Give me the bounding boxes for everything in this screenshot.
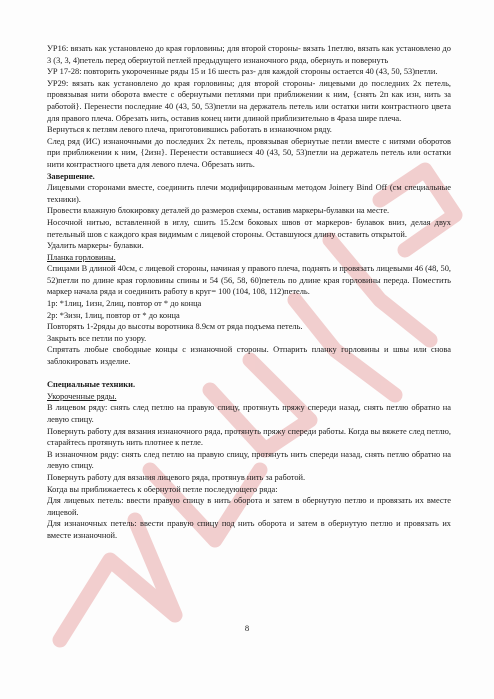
- heading-neckband: Планка горловины.: [47, 252, 116, 262]
- heading-special-techniques: Специальные техники.: [47, 380, 136, 390]
- heading-finishing: Завершение.: [47, 171, 95, 181]
- paragraph-pick-up: Спицами В длиной 40см, с лицевой стороны, начиная у правого плеча, поднять и провязать лицевыми 46 (48, 50, 52)петли по длине края горловины спины и 54 (56, 58, 60)петель по длине края горловины переда. Поместить маркер начала ряда и соединить работу в круг= 100 (104, 108, 112)петель.: [47, 264, 451, 297]
- paragraph-ur16: УР16: вязать как установлено до края горловины; для второй стороны- вязать 1петлю, вязать как установлено до 3 (3, 3, 4)петель перед обернутой петлей предыдущего изнаночного ряда, обернуть и повернуть: [47, 44, 451, 65]
- paragraph-bind-off: Закрыть все петли по узору.: [47, 333, 147, 343]
- spacer: [47, 368, 451, 380]
- paragraph-repeat: Повторять 1-2ряды до высоты воротника 8.9см от ряда подъема петель.: [47, 322, 303, 332]
- paragraph-side-seams: Носочной нитью, вставленной в иглу, сшить 15.2см боковых швов от маркеров- булавок вниз, делая двух петельный шов с каждого края видимым с лицевой стороны. Оставшуюся длину оставить открытой.: [47, 217, 451, 239]
- paragraph-next-row: След ряд (ИС) изнаночными до последних 2х петель, провязывая обернутые петли вместе с нитями оборотов при приближении к ним, {2изн}. Перенести оставшиеся 40 (43, 50, 53)петли на держатель петель или остатки нити контрастного цвета для левого плеча. Обрезать нить.: [47, 136, 451, 169]
- paragraph-row2: 2р: *3изн, 1лиц, повтор от * до конца: [47, 310, 180, 320]
- paragraph-approach-wrap: Когда вы приближаетесь к обернутой петле последующего ряда:: [47, 484, 278, 494]
- paragraph-turn-rs: Повернуть работу для вязания лицевого ряда, протянув нить за работой.: [47, 472, 306, 482]
- paragraph-blocking: Провести влажную блокировку деталей до размеров схемы, оставив маркеры-булавки на месте.: [47, 206, 390, 216]
- document-body: [47, 43, 451, 542]
- paragraph-knit-wraps: Для лицевых петель: ввести правую спицу в нить оборота и затем в обернутую петлю и провязать их вместе лицевой.: [47, 496, 451, 517]
- paragraph-weave-ends: Спрятать любые свободные концы с изнаночной стороны. Отпарить планку горловины и швы или снова заблокировать изделие.: [47, 345, 451, 367]
- paragraph-ur29: УР29: вязать как установлено до края горловины; для второй стороны- лицевыми до последних 2х петель, провязывая нити оборота вместе с обернутыми петлями при приближении к ним, {снять 2п как изн, нить за работой}. Перенести последние 40 (43, 50, 53)петли на держатель петель или остатки нити контрастного цвета для правого плеча. Обрезать нить, оставив конец нити длиной приблизительно в 4раза шире плеча.: [47, 78, 451, 123]
- paragraph-rs-wrap: В лицевом ряду: снять след петлю на правую спицу, протянуть пряжу спереди назад, снять петлю обратно на левую спицу.: [47, 403, 451, 424]
- paragraph-remove-markers: Удалить маркеры- булавки.: [47, 241, 144, 251]
- paragraph-ur17-28: УР 17-28: повторить укороченные ряды 15 и 16 шесть раз- для каждой стороны остается 40 (43, 50, 53)петли.: [47, 67, 438, 77]
- page-number: 8: [244, 623, 250, 633]
- paragraph-purl-wraps: Для изнаночных петель: ввести правую спицу под нить оборота и затем в обернутую петлю и провязать их вместе изнаночной.: [47, 519, 451, 540]
- paragraph-turn-ws: Повернуть работу для вязания изнаночного ряда, протянуть пряжу спереди работы. Когда вы вяжете след петлю, старайтесь протянуть нить плотнее к петле.: [47, 426, 451, 448]
- paragraph-ws-wrap: В изнаночном ряду: снять след петлю на правую спицу, протянуть нить спереди назад, снять петлю обратно на левую спицу.: [47, 449, 451, 471]
- paragraph-join-shoulders: Лицевыми сторонами вместе, соединить плечи модифицированным методом Joinery Bind Off (см специальные техники).: [47, 183, 451, 204]
- paragraph-return-left: Вернуться к петлям левого плеча, приготовившись работать в изнаночном ряду.: [47, 125, 332, 135]
- heading-short-rows: Укороченные ряды.: [47, 391, 117, 401]
- paragraph-row1: 1р: *1лиц, 1изн, 2лиц, повтор от * до конца: [47, 299, 202, 309]
